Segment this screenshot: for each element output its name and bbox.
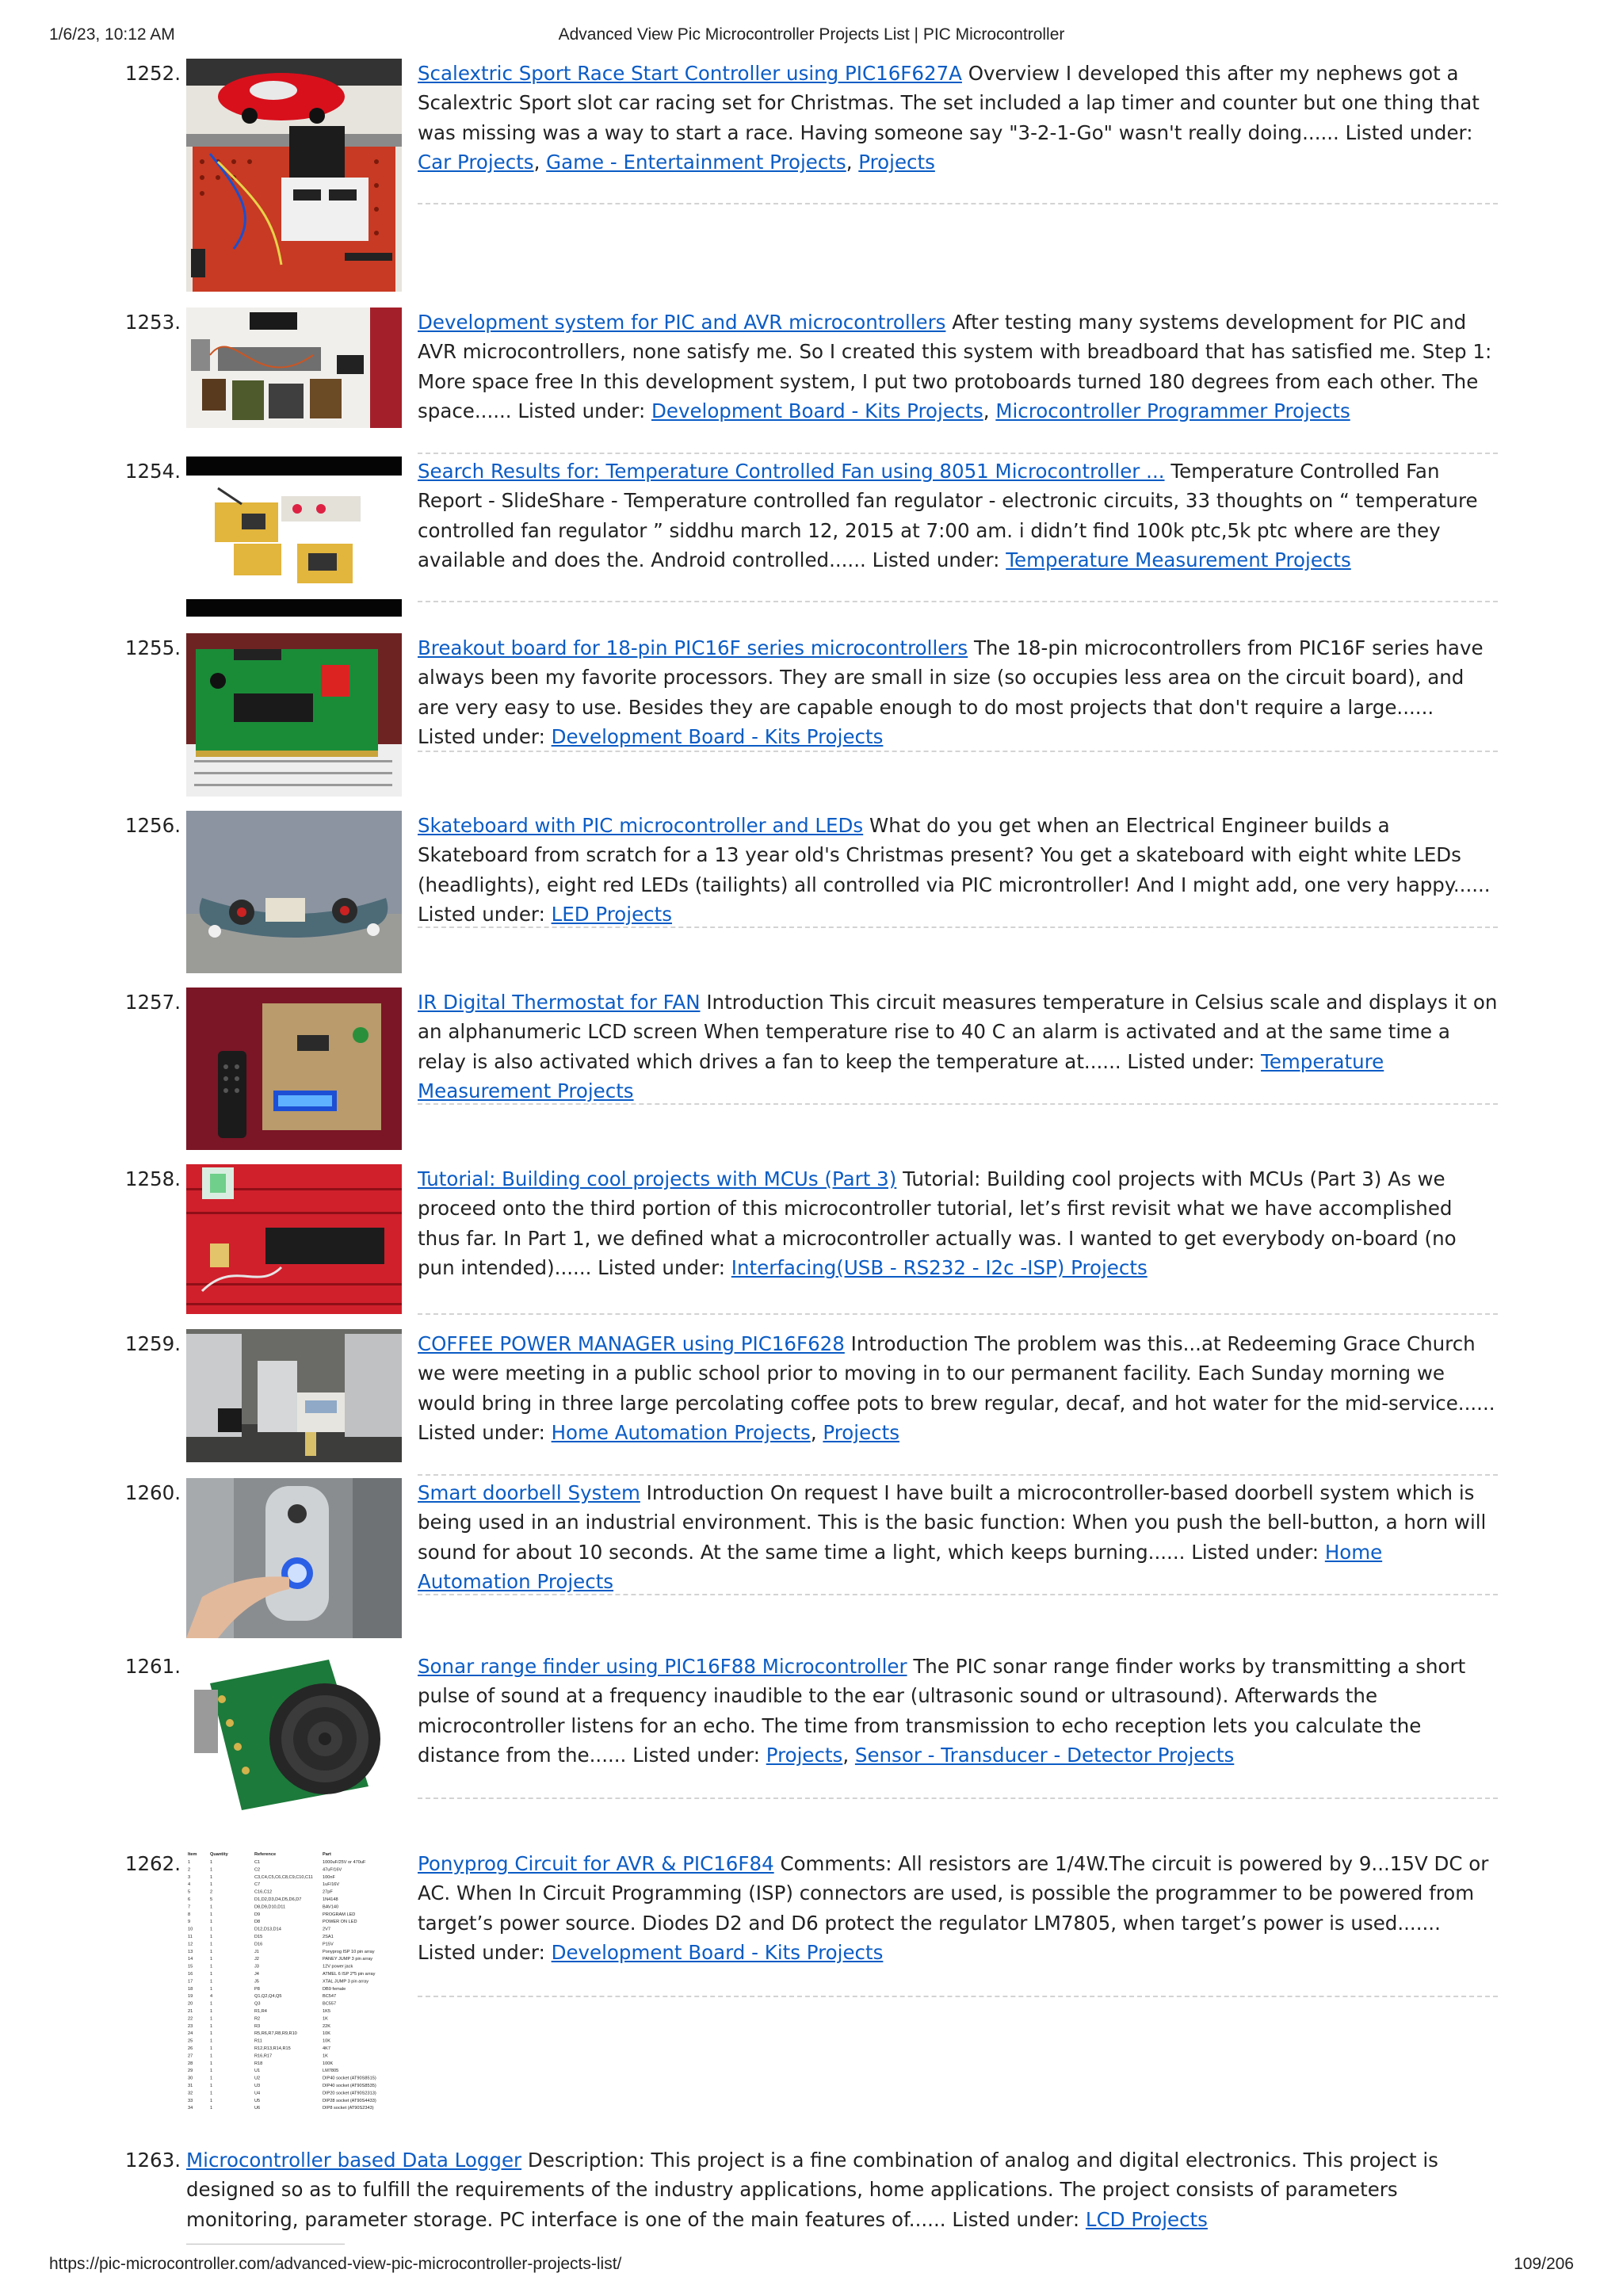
red-breadboard-photo[interactable] <box>186 1164 402 1314</box>
parts-table-cell: D8 <box>254 1920 261 1925</box>
parts-table-cell: 28 <box>188 2061 193 2066</box>
parts-table-cell: 1 <box>210 2069 213 2074</box>
parts-table-cell: 1 <box>210 1867 213 1873</box>
project-description: The 18-pin microcontrollers from PIC16F series have always been my favorite processors. They are small in size (so occupies less area on the circuit board), and are very easy to use. Besides they are capable enough to do most projects that don't require a large...... Listed under: <box>418 636 1484 748</box>
parts-table-cell: 6 <box>188 1897 191 1902</box>
parts-table-cell: 3 <box>188 1874 191 1880</box>
category-link[interactable]: Microcontroller Programmer Projects <box>995 399 1350 422</box>
parts-table-cell: 25 <box>188 2038 193 2044</box>
entry-number: 1253. <box>124 311 181 334</box>
category-link[interactable]: Home Automation Projects <box>418 1540 1383 1593</box>
project-title-link[interactable]: Microcontroller based Data Logger <box>186 2149 522 2172</box>
entry-divider <box>418 1313 1498 1315</box>
parts-table-cell: 1 <box>210 1912 213 1917</box>
parts-table-cell: DIP8 socket (AT90S2343) <box>323 2106 374 2111</box>
parts-table-cell: 1000uF/25V or 470uF <box>323 1860 366 1865</box>
category-link[interactable]: Projects <box>766 1743 843 1767</box>
entry-number: 1260. <box>124 1481 181 1504</box>
parts-table-cell: XTAL JUMP 3 pin array <box>323 1979 369 1985</box>
parts-table-cell: D12,D13,D14 <box>254 1927 281 1932</box>
sonar-sensor-photo[interactable] <box>186 1652 402 1819</box>
entry-divider <box>418 1103 1498 1105</box>
page-url: https://pic-microcontroller.com/advanced-view-pic-microcontroller-projects-list/ <box>49 2255 622 2273</box>
parts-table-cell: 1 <box>210 2084 213 2088</box>
project-title-link[interactable]: Scalextric Sport Race Start Controller using PIC16F627A <box>418 62 962 85</box>
project-title-link[interactable]: Sonar range finder using PIC16F88 Microcontroller <box>418 1655 907 1678</box>
page-title: Advanced View Pic Microcontroller Projects List | PIC Microcontroller <box>558 25 1065 44</box>
parts-table-cell: 19 <box>188 1994 193 2000</box>
parts-table-cell: DB9 female <box>323 1986 346 1992</box>
parts-table-cell: 23 <box>188 2023 193 2029</box>
skateboard-photo[interactable] <box>186 811 402 973</box>
parts-table-cell: 22K <box>323 2023 330 2029</box>
development-boards-photo[interactable] <box>186 308 402 428</box>
parts-table-cell: 1 <box>210 1882 213 1888</box>
parts-table-cell: BC547 <box>323 1994 337 2000</box>
parts-table-cell: D1,D2,D3,D4,D5,D6,D7 <box>254 1897 302 1902</box>
parts-table-cell: R18 <box>254 2061 263 2066</box>
parts-list-table <box>186 1849 402 2130</box>
parts-table-cell: 1 <box>210 2061 213 2066</box>
parts-table-cell: 1 <box>210 1927 213 1932</box>
project-description: Description: This project is a fine combination of analog and digital electronics. This project is designed so as to fulfill the requirements of the industry applications, home applications. The project consists of parameters monitoring, parameter storage. PC interface is one of the main features of...... Listed under: <box>186 2149 1438 2231</box>
project-title-link[interactable]: Smart doorbell System <box>418 1481 640 1504</box>
doorbell-photo[interactable] <box>186 1478 402 1638</box>
parts-table-header: Reference <box>254 1852 277 1857</box>
parts-table-cell: 1 <box>210 2098 213 2103</box>
parts-table-cell: DIP40 socket (AT90S8515) <box>323 2076 376 2081</box>
parts-table-cell: 100nF <box>323 1874 335 1880</box>
parts-table-cell: 10K <box>323 2038 330 2044</box>
parts-table-cell: 5 <box>188 1889 191 1895</box>
parts-table-cell: 1 <box>210 2016 213 2022</box>
category-link[interactable]: Interfacing(USB - RS232 - I2c -ISP) Projects <box>731 1255 1148 1279</box>
parts-table-cell: R11 <box>254 2038 262 2044</box>
parts-table-cell: 30 <box>188 2076 193 2081</box>
parts-table-cell: U1 <box>254 2069 261 2074</box>
page-number: 109/206 <box>1514 2255 1574 2273</box>
project-description: The PIC sonar range finder works by transmitting a short pulse of sound at a frequency inaudible to the ear (ultrasonic sound or ultrasound). Afterwards the microcontroller listens for an echo. The time from transmission to echo reception lets you calculate the distance from the...... Listed under: <box>418 1655 1466 1767</box>
entry-number: 1261. <box>124 1655 181 1678</box>
parts-table-cell: Q1,Q2,Q4,Q5 <box>254 1994 282 2000</box>
red-slot-car-start-controller-photo[interactable] <box>186 59 402 292</box>
project-description: Introduction This circuit measures temperature in Celsius scale and displays it on an alphanumeric LCD screen When temperature rise to 40 C an alarm is activated and at the same time a relay is also activated which drives a fan to keep the temperature at...... Listed under: <box>418 991 1498 1073</box>
parts-table-cell: J4 <box>254 1972 259 1977</box>
parts-table-cell: D9 <box>254 1912 261 1917</box>
parts-table-header: Part <box>323 1852 331 1857</box>
parts-table-cell: P15V <box>323 1942 334 1947</box>
parts-table-cell: C3,C4,C5,C6,C8,C9,C10,C11 <box>254 1874 313 1880</box>
parts-table-cell: 1 <box>210 1942 213 1947</box>
parts-table-cell: 1K <box>323 2053 328 2059</box>
parts-table-cell: 5 <box>210 1897 213 1902</box>
entry-number: 1252. <box>124 62 181 85</box>
project-description: Comments: All resistors are 1/4W.The circuit is powered by 9...15V DC or AC. When In Circuit Programming (ISP) connectors are used, is possible the programmer to be powered from target’s power source. Diodes D2 and D6 protect the regulator LM7805, when target’s power is used....... Listed under: <box>418 1852 1489 1964</box>
parts-table-cell: Q3 <box>254 2001 261 2007</box>
category-link[interactable]: Development Board - Kits Projects <box>551 724 884 748</box>
parts-table-cell: 4 <box>210 1994 213 2000</box>
entry-number: 1262. <box>124 1852 181 1875</box>
entry-number: 1254. <box>124 460 181 483</box>
parts-table-cell: R2 <box>254 2016 261 2022</box>
entry-number: 1255. <box>124 636 181 659</box>
entry-divider <box>418 1474 1498 1476</box>
parts-table-cell: BC557 <box>323 2001 337 2007</box>
entry-divider <box>418 203 1498 204</box>
parts-table-cell: R16,R17 <box>254 2053 273 2059</box>
parts-table-cell: 1 <box>210 1949 213 1954</box>
coffee-pots-photo[interactable] <box>186 1329 402 1462</box>
project-description: Temperature Controlled Fan Report - SlideShare - Temperature controlled fan regulator - electronic circuits, 33 thoughts on “ temperature controlled fan regulator ” siddhu march 12, 2015 at 7:00 am. i didn’t find 100k ptc,5k ptc where are they available and does the. Android controlled...... Listed under: <box>418 460 1478 571</box>
parts-table-header: Quantity <box>210 1852 228 1857</box>
parts-table-cell: C1 <box>254 1860 261 1865</box>
entry-divider <box>418 1797 1498 1799</box>
parts-table-header: Item <box>188 1852 197 1857</box>
parts-table-cell: 27 <box>188 2053 193 2059</box>
parts-table-cell: U4 <box>254 2091 261 2096</box>
parts-table-cell: 33 <box>188 2098 193 2103</box>
parts-table-cell: 1 <box>210 2023 213 2029</box>
parts-table-cell: 1 <box>210 1860 213 1865</box>
parts-table-cell: 31 <box>188 2084 193 2088</box>
category-link[interactable]: Temperature Measurement Projects <box>1006 548 1351 571</box>
project-title-link[interactable]: Breakout board for 18-pin PIC16F series microcontrollers <box>418 636 968 659</box>
category-link[interactable]: Car Projects <box>418 150 534 174</box>
entry-text <box>186 2145 1498 2234</box>
project-title-link[interactable]: Skateboard with PIC microcontroller and LEDs <box>418 814 864 837</box>
parts-table-cell: 22 <box>188 2016 193 2022</box>
entry-divider <box>418 751 1498 752</box>
parts-table-cell: 12 <box>188 1942 193 1947</box>
category-link[interactable]: LCD Projects <box>1085 2207 1208 2231</box>
parts-table-cell: C16,C12 <box>254 1889 273 1895</box>
category-link[interactable]: Temperature Measurement Projects <box>418 1049 1384 1102</box>
category-link[interactable]: Projects <box>823 1420 899 1444</box>
parts-table-cell: 47uF/16V <box>323 1867 342 1873</box>
parts-table-cell: PANEY JUMP 3 pin array <box>323 1957 373 1962</box>
parts-table-cell: 8 <box>188 1912 191 1917</box>
project-title-link[interactable]: Development system for PIC and AVR microcontrollers <box>418 311 946 334</box>
ir-thermostat-photo[interactable] <box>186 988 402 1150</box>
entry-number: 1259. <box>124 1332 181 1355</box>
parts-table-cell: 1 <box>210 2046 213 2051</box>
entry-text <box>418 1164 1498 1282</box>
project-title-link[interactable]: Ponyprog Circuit for AVR & PIC16F84 <box>418 1852 774 1875</box>
parts-table-cell: D8,D9,D10,D11 <box>254 1904 286 1910</box>
category-link[interactable]: Development Board - Kits Projects <box>651 399 983 422</box>
entry-divider <box>418 453 1498 454</box>
entry-text: Development system for PIC and AVR microcontrollers After testing many systems development for PIC and AVR microcontrollers, none satisfy me. So I created this system with breadboard that has satisfied me. Step 1: More space free In this development system, I put two protoboards turned 180 degrees from each other. The space...... Listed under: Development Board - Kits Projects, Microcontroller Programmer Projects <box>418 311 1492 422</box>
parts-table-cell: 1 <box>210 2009 213 2014</box>
project-title-link[interactable]: COFFEE POWER MANAGER using PIC16F628 <box>418 1332 845 1355</box>
parts-table-cell: 1uF/16V <box>323 1882 340 1888</box>
parts-table-cell: ATMEL 6 ISP 2*5 pin array <box>323 1972 376 1977</box>
parts-table-cell: 2 <box>210 1889 213 1895</box>
parts-table-cell: 17 <box>188 1979 193 1985</box>
parts-table-cell: C7 <box>254 1882 261 1888</box>
parts-table-cell: BAV140 <box>323 1904 339 1910</box>
parts-table-cell: 1 <box>210 2091 213 2096</box>
parts-table-cell: 9 <box>188 1920 191 1925</box>
parts-table-cell: 12V power jack <box>323 1964 353 1969</box>
entry-divider <box>418 601 1498 602</box>
parts-table-cell: LM7805 <box>323 2069 339 2074</box>
parts-table-cell: 1 <box>210 2106 213 2111</box>
parts-table-cell: J5 <box>254 1979 259 1985</box>
entry-divider <box>418 1594 1498 1595</box>
parts-table-cell: 1 <box>210 1986 213 1992</box>
category-link[interactable]: Sensor - Transducer - Detector Projects <box>854 1743 1235 1767</box>
parts-table-cell: 1 <box>210 2001 213 2007</box>
project-description: What do you get when an Electrical Engineer builds a Skateboard from scratch for a 13 year old's Christmas present? You get a skateboard with eight white LEDs (headlights), eight red LEDs (tailights) all controlled via PIC microntroller! And I might add, one very happy...... Listed under: <box>418 814 1491 926</box>
entry-text <box>418 988 1498 1106</box>
parts-table-cell: 100K <box>323 2061 334 2066</box>
parts-table-cell: 2V7 <box>323 1927 330 1932</box>
parts-table-cell: 27pF <box>323 1889 333 1895</box>
parts-table-cell: DIP20 socket (AT90S2313) <box>323 2091 376 2096</box>
parts-table-cell: 15 <box>188 1964 193 1969</box>
parts-table-cell: R5,R6,R7,R8,R9,R10 <box>254 2031 297 2037</box>
parts-table-cell: 26 <box>188 2046 193 2051</box>
entry-divider <box>418 926 1498 928</box>
parts-table-cell: 1 <box>210 2038 213 2044</box>
parts-table-cell: 1 <box>210 2076 213 2081</box>
parts-table-cell: U2 <box>254 2076 261 2081</box>
green-breakout-board-photo[interactable] <box>186 633 402 797</box>
parts-table-cell: 7 <box>188 1904 191 1910</box>
parts-table-cell: 1 <box>210 1964 213 1969</box>
category-link[interactable]: Projects <box>858 150 935 174</box>
parts-table-cell: 2SA1 <box>323 1935 334 1939</box>
category-link[interactable]: Home Automation Projects <box>551 1420 811 1444</box>
entry-text: COFFEE POWER MANAGER using PIC16F628 Introduction The problem was this...at Redeeming Grace Church we were meeting in a public school prior to moving in to our permanent facility. Each Sunday morning we would bring in three large percolating coffee pots to brew regular, decaf, and hot water for the mid-service...... Listed under: Home Automation Projects, Projects <box>418 1332 1495 1444</box>
parts-table-cell: DIP28 socket (AT90S4433) <box>323 2098 376 2103</box>
parts-table-cell: 10 <box>188 1927 193 1932</box>
parts-table-cell: 1K <box>323 2016 328 2022</box>
parts-table-cell: C2 <box>254 1867 261 1873</box>
parts-table-cell: 1K5 <box>323 2009 330 2014</box>
entry-text: Sonar range finder using PIC16F88 Microcontroller The PIC sonar range finder works by transmitting a short pulse of sound at a frequency inaudible to the ear (ultrasonic sound or ultrasound). Afterwards the microcontroller listens for an echo. The time from transmission to echo reception lets you calculate the distance from the...... Listed under: Projects, Sensor - Transducer - Detector Projects <box>418 1655 1466 1767</box>
parts-table-cell: 10K <box>323 2031 330 2037</box>
print-datetime: 1/6/23, 10:12 AM <box>49 25 175 44</box>
project-title-link[interactable]: Search Results for: Temperature Controlled Fan using 8051 Microcontroller ... <box>418 460 1165 483</box>
parts-table-cell: 1 <box>188 1860 191 1865</box>
parts-table-cell: J3 <box>254 1964 259 1969</box>
project-description: Overview I developed this after my nephews got a Scalextric Sport slot car racing set for Christmas. The set included a lap timer and counter but one thing that was missing was a way to start a race. Having someone say "3-2-1-Go" wasn't really doing...... Listed under: <box>418 62 1480 144</box>
parts-table-cell: 1 <box>210 1920 213 1925</box>
parts-table-cell: 1 <box>210 1935 213 1939</box>
fan-controller-boards-photo[interactable] <box>186 457 402 617</box>
parts-table-cell: PROGRAM LED <box>323 1912 356 1917</box>
parts-table-cell: P8 <box>254 1986 260 1992</box>
parts-table-cell: U3 <box>254 2084 261 2088</box>
parts-table-cell: 29 <box>188 2069 193 2074</box>
parts-table-cell: 20 <box>188 2001 193 2007</box>
parts-table-cell: 14 <box>188 1957 193 1962</box>
entry-divider <box>418 1996 1498 1997</box>
parts-table-cell: 1 <box>210 1904 213 1910</box>
project-description: Introduction On request I have built a microcontroller-based doorbell system which is being used in an industrial environment. This is the basic function: When you push the bell-button, a horn will sound for about 10 seconds. At the same time a light, which keeps burning...... Listed under: <box>418 1481 1487 1564</box>
entry-number: 1258. <box>124 1167 181 1190</box>
parts-table-cell: 24 <box>188 2031 193 2037</box>
entry-text <box>418 457 1498 575</box>
parts-table-cell: D16 <box>254 1942 263 1947</box>
parts-table-cell: U5 <box>254 2098 261 2103</box>
parts-table-cell: 18 <box>188 1986 193 1992</box>
category-link[interactable]: LED Projects <box>551 902 672 926</box>
parts-table-cell: 11 <box>188 1935 193 1939</box>
parts-table-cell: 1 <box>210 1979 213 1985</box>
parts-table-cell: R1,R4 <box>254 2009 267 2014</box>
parts-table-cell: R3 <box>254 2023 261 2029</box>
parts-table-cell: 1 <box>210 2031 213 2037</box>
entry-text <box>418 1478 1498 1596</box>
entry-text <box>418 1849 1498 1967</box>
parts-table-cell: J1 <box>254 1949 259 1954</box>
parts-table-cell: J2 <box>254 1957 259 1962</box>
entry-number: 1257. <box>124 991 181 1014</box>
project-description: After testing many systems development for PIC and AVR microcontrollers, none satisfy me. So I created this system with breadboard that has satisfied me. Step 1: More space free In this development system, I put two protoboards turned 180 degrees from each other. The space...... Listed under: <box>418 311 1492 422</box>
project-title-link[interactable]: Tutorial: Building cool projects with MCUs (Part 3) <box>418 1167 897 1190</box>
category-link[interactable]: Game - Entertainment Projects <box>546 150 846 174</box>
parts-table-cell: 16 <box>188 1972 193 1977</box>
entry-number: 1263. <box>124 2149 181 2172</box>
entry-text <box>418 633 1498 751</box>
project-description: Introduction The problem was this...at Redeeming Grace Church we were meeting in a public school prior to moving in to our permanent facility. Each Sunday morning we would bring in three large percolating coffee pots to brew regular, decaf, and hot water for the mid-service...... Listed under: <box>418 1332 1495 1444</box>
category-link[interactable]: Development Board - Kits Projects <box>551 1940 884 1964</box>
entry-text: Scalextric Sport Race Start Controller using PIC16F627A Overview I developed this after my nephews got a Scalextric Sport slot car racing set for Christmas. The set included a lap timer and counter but one thing that was missing was a way to start a race. Having someone say "3-2-1-Go" wasn't really doing...... Listed under: Car Projects, Game - Entertainment Projects, Projects <box>418 62 1480 174</box>
parts-table-cell: 2 <box>188 1867 191 1873</box>
parts-table-cell: U6 <box>254 2106 261 2111</box>
parts-table-cell: 1 <box>210 2053 213 2059</box>
parts-table-cell: 1 <box>210 1957 213 1962</box>
parts-table-cell: 4K7 <box>323 2046 330 2051</box>
parts-table-cell: 1 <box>210 1972 213 1977</box>
project-title-link[interactable]: IR Digital Thermostat for FAN <box>418 991 701 1014</box>
parts-table-cell: DIP40 socket (AT90S8535) <box>323 2084 376 2088</box>
parts-table-cell: D15 <box>254 1935 263 1939</box>
entry-number: 1256. <box>124 814 181 837</box>
parts-table-cell: 34 <box>188 2106 193 2111</box>
parts-table-cell: 13 <box>188 1949 193 1954</box>
parts-list-table-image[interactable] <box>186 1849 402 2130</box>
parts-table-cell: 21 <box>188 2009 193 2014</box>
project-description: Tutorial: Building cool projects with MCUs (Part 3) As we proceed onto the third portion of this microcontroller tutorial, let’s first revisit what we have accomplished thus far. In Part 1, we defined what a microcontroller actually was. I wanted to get everybody on-board (no pun intended)...... Listed under: <box>418 1167 1457 1279</box>
parts-table-cell: R12,R13,R14,R15 <box>254 2046 291 2051</box>
entry-text <box>418 811 1498 929</box>
parts-table-cell: 1 <box>210 1874 213 1880</box>
parts-table-cell: 1N4148 <box>323 1897 338 1902</box>
parts-table-cell: 32 <box>188 2091 193 2096</box>
parts-table-cell: POWER ON LED <box>323 1920 357 1925</box>
parts-table-cell: Ponyprog ISP 10 pin array <box>323 1949 375 1954</box>
parts-table-cell: 4 <box>188 1882 191 1888</box>
